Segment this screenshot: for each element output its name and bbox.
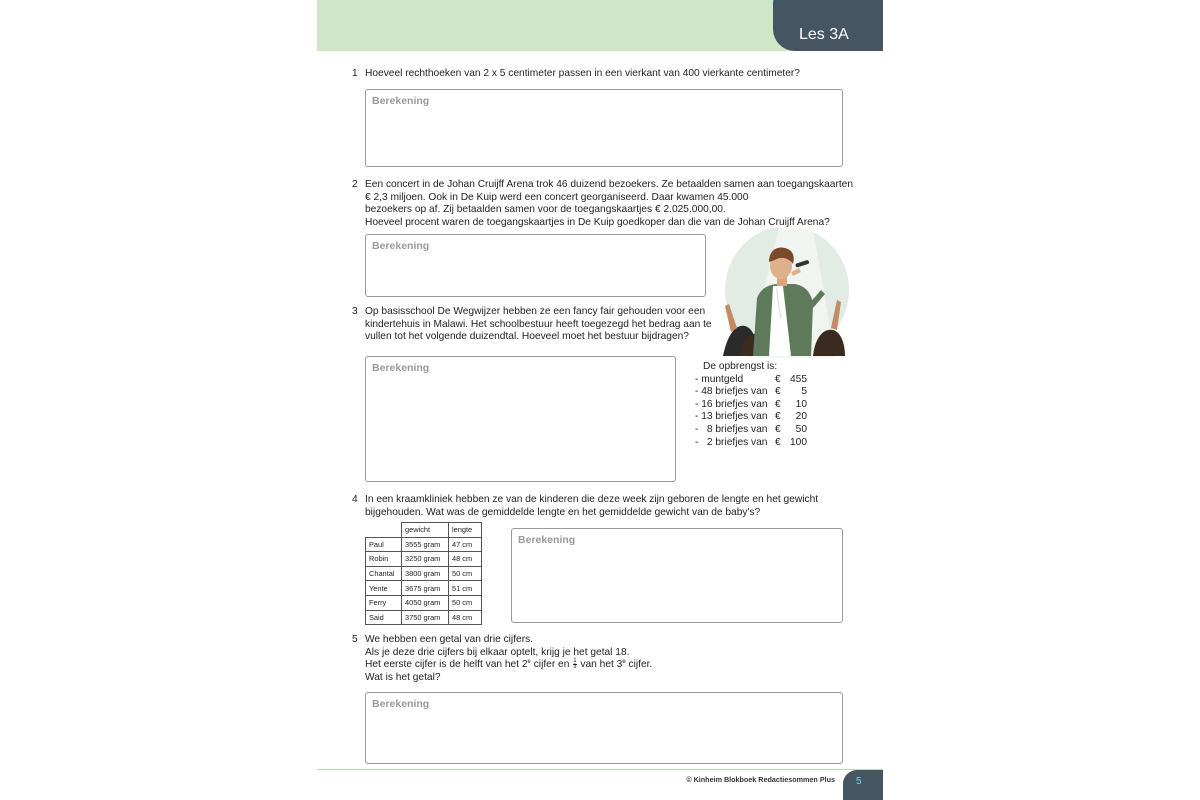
question-2-text (365, 179, 853, 229)
table-cell-length: 48 cm (449, 610, 482, 625)
table-row (366, 566, 482, 581)
revenue-currency: € (775, 398, 781, 410)
question-5-number: 5 (352, 634, 358, 645)
answer-box-label: Berekening (372, 95, 430, 107)
page-number: 5 (856, 776, 862, 787)
question-4-text (365, 494, 818, 519)
revenue-label: - 2 briefjes van (695, 436, 768, 448)
revenue-currency: € (775, 411, 781, 423)
revenue-row (695, 373, 807, 387)
question-line: In een kraamkliniek hebben ze van de kinderen die deze week zijn geboren de lengte en het gewicht (365, 494, 819, 505)
revenue-label: - muntgeld (695, 373, 744, 385)
table-cell-weight: 3800 gram (402, 566, 449, 581)
table-row (366, 610, 482, 625)
answer-box-5[interactable] (365, 692, 843, 764)
question-line: bezoekers op af. Zij betaalden samen voor de toegangskaartjes € 2.025.000,00. (365, 204, 726, 215)
revenue-currency: € (775, 436, 781, 448)
table-row (366, 581, 482, 596)
question-3-number: 3 (352, 306, 358, 317)
revenue-currency: € (775, 386, 781, 398)
table-header-weight: gewicht (402, 523, 449, 538)
table-cell-name: Chantal (366, 566, 402, 581)
revenue-amount: 455 (790, 373, 807, 385)
table-cell-length: 51 cm (449, 581, 482, 596)
question-line: Hoeveel rechthoeken van 2 x 5 centimeter passen in een vierkant van 400 vierkante centimeter? (365, 68, 800, 79)
baby-data-table (365, 522, 482, 625)
revenue-row (695, 411, 807, 424)
question-line: Wat is het getal? (365, 671, 441, 683)
table-cell-length: 50 cm (449, 566, 482, 581)
question-1-text (365, 68, 800, 81)
page-number-tab (843, 770, 883, 800)
revenue-label: - 8 briefjes van (695, 423, 768, 435)
fraction-one-third: $\frac{1}{3}$ (573, 658, 577, 670)
answer-box-label: Berekening (372, 362, 430, 374)
question-5-text (365, 634, 652, 684)
tab-accent-arc (773, 0, 800, 51)
table-header-row (366, 523, 482, 538)
answer-box-4[interactable] (511, 528, 843, 623)
question-2-number: 2 (352, 179, 358, 190)
table-cell-weight: 3675 gram (402, 581, 449, 596)
revenue-list (695, 361, 807, 449)
question-line: Een concert in de Johan Cruijff Arena trok 46 duizend bezoekers. Ze betaalden samen aan toegangskaarten (365, 179, 853, 190)
lesson-title: Les 3A (799, 26, 849, 43)
question-line: vullen tot het volgende duizendtal. Hoeveel moet het bestuur bijdragen? (365, 331, 689, 342)
revenue-currency: € (775, 373, 781, 385)
table-row (366, 552, 482, 567)
table-cell-name: Robin (366, 552, 402, 567)
revenue-row (695, 423, 807, 437)
answer-box-2[interactable] (365, 234, 706, 297)
table-cell-length: 48 cm (449, 552, 482, 567)
question-4-number: 4 (352, 494, 358, 505)
question-3-text (365, 306, 712, 344)
revenue-row (695, 436, 807, 450)
revenue-label: - 16 briefjes van (695, 398, 768, 410)
table-header-length: lengte (449, 523, 482, 538)
revenue-row (695, 386, 807, 399)
table-cell-weight: 3555 gram (402, 537, 449, 552)
revenue-label: - 13 briefjes van (695, 411, 768, 423)
answer-box-1[interactable] (365, 89, 843, 167)
table-cell-name: Said (366, 610, 402, 625)
question-line: Het eerste cijfer is de helft van het 2e cijfer en $\frac{1}{3}$ van het 3e cijfer. (365, 658, 653, 671)
answer-box-3[interactable] (365, 356, 676, 482)
lesson-tab (773, 0, 883, 51)
question-1-number: 1 (352, 68, 358, 79)
table-row (366, 595, 482, 610)
answer-box-label: Berekening (518, 534, 576, 546)
table-row (366, 537, 482, 552)
answer-box-label: Berekening (372, 698, 430, 710)
footer-divider (317, 769, 883, 770)
question-line: Op basisschool De Wegwijzer hebben ze een fancy fair gehouden voor een (365, 306, 706, 317)
table-cell-name: Yente (366, 581, 402, 596)
revenue-amount: 50 (795, 423, 807, 435)
question-line: Als je deze drie cijfers bij elkaar optelt, krijg je het getal 18. (365, 646, 630, 658)
table-cell-name: Paul (366, 537, 402, 552)
question-line: We hebben een getal van drie cijfers. (365, 634, 534, 645)
question-line: € 2,3 miljoen. Ook in De Kuip werd een concert georganiseerd. Daar kwamen 45.000 (365, 191, 749, 203)
revenue-title: De opbrengst is: (703, 361, 778, 372)
revenue-amount: 10 (795, 398, 807, 410)
table-cell-length: 50 cm (449, 595, 482, 610)
answer-box-label: Berekening (372, 240, 430, 252)
revenue-currency: € (775, 423, 781, 435)
concert-singer-illustration (717, 228, 849, 358)
table-cell-weight: 3250 gram (402, 552, 449, 567)
table-cell-weight: 4050 gram (402, 595, 449, 610)
question-line: bijgehouden. Wat was de gemiddelde lengte en het gemiddelde gewicht van de baby's? (365, 506, 761, 518)
revenue-amount: 20 (795, 411, 807, 423)
table-cell-weight: 3750 gram (402, 610, 449, 625)
question-line: Hoeveel procent waren de toegangskaartjes in De Kuip goedkoper dan die van de Johan Cruijff Arena? (365, 216, 830, 228)
workbook-page (317, 0, 883, 800)
question-line: kindertehuis in Malawi. Het schoolbestuur heeft toegezegd het bedrag aan te (365, 318, 712, 330)
table-cell-name: Ferry (366, 595, 402, 610)
revenue-amount: 100 (790, 436, 807, 448)
copyright-text: © Kinheim Blokboek Redactiesommen Plus (686, 775, 835, 784)
revenue-amount: 5 (801, 386, 807, 398)
table-cell-length: 47 cm (449, 537, 482, 552)
revenue-label: - 48 briefjes van (695, 386, 768, 398)
revenue-row (695, 398, 807, 412)
